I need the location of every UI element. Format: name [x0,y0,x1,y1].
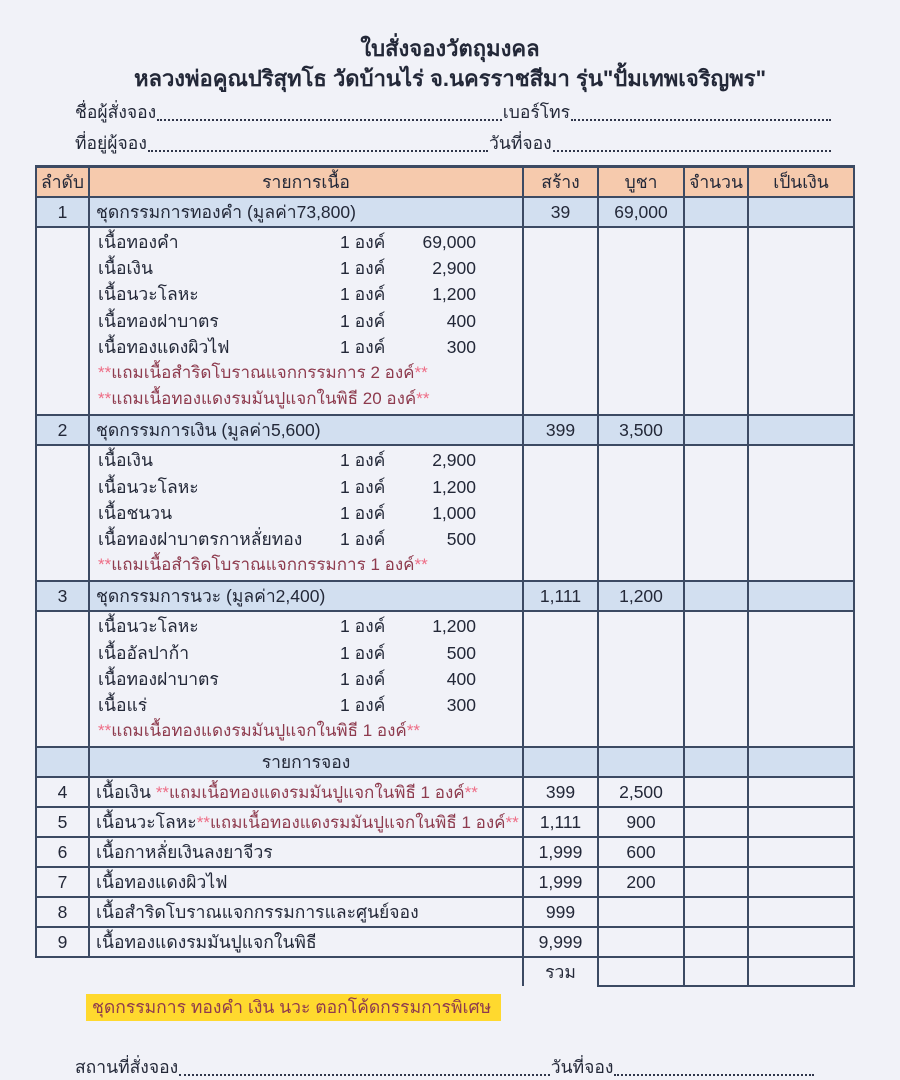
cell-order-no-blank [36,747,89,777]
booking-row [36,867,854,897]
cell-amount [748,837,854,867]
material-qty: 1 องค์ [340,502,386,523]
cell-order-no: 4 [36,777,89,807]
cell-order-no-blank [36,445,89,581]
cell-amount-blank [748,227,854,415]
material-price: 1,200 [432,616,476,637]
booking-row [36,837,854,867]
cell-price: 1,200 [598,581,684,611]
material-qty: 1 องค์ [340,695,386,716]
detail-line [98,334,476,360]
material-qty: 1 องค์ [340,642,386,663]
booking-row [36,927,854,957]
bonus-note-text: แถมเนื้อสำริดโบราณแจกกรรมการ 1 องค์ [111,555,415,575]
material-price: 300 [446,695,476,716]
material-name: เนื้อทองแดงผิวไฟ [98,336,230,357]
note-stars: ** [98,721,112,741]
order-table-head [36,167,854,198]
booking-row [36,807,854,837]
cell-detail-list [89,611,523,747]
order-place-line [75,1053,815,1080]
cell-amount [748,197,854,227]
cell-order-no: 3 [36,581,89,611]
detail-line [98,281,476,307]
material-price: 2,900 [432,258,476,279]
cell-item-name [89,867,523,897]
total-row [36,957,854,986]
material-price: 1,000 [432,502,476,523]
cell-item-name [89,807,523,837]
cell-item-name [89,837,523,867]
booking-row [36,777,854,807]
bonus-note-text: แถมเนื้อทองแดงรมมันปูแจกในพิธี 20 องค์ [111,389,417,409]
order-date-blank [553,150,831,152]
material-price: 1,200 [432,284,476,305]
column-header-1: รายการเนื้อ [89,167,523,198]
material-price: 500 [446,529,476,550]
bonus-note-line [98,360,522,386]
material-name: เนื้อแร่ [98,695,148,716]
cell-price-blank [598,747,684,777]
cell-amount-blank [748,445,854,581]
order-table-body [36,197,854,986]
cell-order-no: 9 [36,927,89,957]
orderer-address-line [75,129,832,156]
material-name: เนื้อเงิน [98,450,153,471]
bonus-note-inline [156,783,478,802]
material-name: เนื้อทองฝาบาตร [98,668,219,689]
item-detail-row [36,227,854,415]
cell-price [598,897,684,927]
cell-price: 2,500 [598,777,684,807]
cell-quantity [684,867,748,897]
material-qty: 1 องค์ [340,336,386,357]
item-name-text: เนื้อสำริดโบราณแจกกรรมการและศูนย์จอง [96,902,419,923]
detail-line [98,229,476,255]
detail-line [98,308,476,334]
note-stars: ** [464,783,478,803]
bonus-note-text: แถมเนื้อทองแดงรมมันปูแจกในพิธี 1 องค์ [111,721,407,741]
order-table [35,165,855,987]
material-qty: 1 องค์ [340,529,386,550]
header-row [36,167,854,198]
note-stars: ** [414,363,428,383]
cell-amount-blank [748,611,854,747]
cell-made-blank [523,747,598,777]
phone-blank [571,119,831,121]
cell-quantity [684,807,748,837]
orderer-name-blank [157,119,502,121]
bonus-note-inline [197,813,519,832]
material-qty: 1 องค์ [340,668,386,689]
cell-quantity [684,777,748,807]
bonus-note-text: แถมเนื้อทองแดงรมมันปูแจกในพิธี 1 องค์ [209,813,506,833]
item-detail-row [36,611,854,747]
material-price: 300 [446,336,476,357]
item-header-row [36,581,854,611]
cell-amount [748,927,854,957]
item-name-text: เนื้อเงิน [96,782,156,803]
material-name: เนื้อทองคำ [98,232,179,252]
detail-line [98,474,476,500]
cell-order-no: 5 [36,807,89,837]
cell-made-blank [523,611,598,747]
cell-made-count: 999 [523,897,598,927]
material-name: เนื้อชนวน [98,502,173,523]
detail-line [98,613,476,639]
note-stars: ** [98,555,112,575]
detail-line [98,255,476,281]
column-header-4: จำนวน [684,167,748,198]
material-name: เนื้อทองฝาบาตร [98,310,219,331]
cell-order-no: 7 [36,867,89,897]
material-price: 500 [446,642,476,663]
item-header-row [36,197,854,227]
material-price: 400 [446,310,476,331]
column-header-0: ลำดับ [36,167,89,198]
material-price: 69,000 [422,232,476,252]
cell-amount [748,415,854,445]
special-code-note-text: ชุดกรรมการ ทองคำ เงิน นวะ ตอกโค้ดกรรมการพิเศษ [92,997,492,1018]
item-header-row [36,415,854,445]
cell-made-count: 9,999 [523,927,598,957]
cell-amount-blank [748,747,854,777]
material-qty: 1 องค์ [340,258,386,279]
cell-quantity-blank [684,445,748,581]
cell-made-count: 1,999 [523,837,598,867]
material-price: 1,200 [432,476,476,497]
material-name: เนื้อนวะโลหะ [98,284,199,305]
bonus-note-line [98,718,522,744]
material-qty: 1 องค์ [340,450,386,471]
orderer-address-blank [148,150,488,152]
cell-price: 600 [598,837,684,867]
cell-detail-list [89,227,523,415]
material-name: เนื้ออัลปาก้า [98,642,190,663]
detail-line [98,526,476,552]
item-name-text: เนื้อนวะโลหะ [96,812,197,833]
material-price: 400 [446,668,476,689]
page-title: ใบสั่งจองวัตถุมงคล [360,36,540,61]
cell-quantity [684,837,748,867]
item-name-text: เนื้อทองแดงผิวไฟ [96,872,228,893]
detail-line [98,447,476,473]
cell-item-name [89,777,523,807]
cell-order-no-blank [36,227,89,415]
cell-made-count: 399 [523,777,598,807]
cell-made-blank [523,445,598,581]
orderer-name-line [75,98,832,125]
booking-section-title: รายการจอง [89,747,523,777]
cell-blank [89,957,523,986]
cell-detail-list [89,445,523,581]
cell-item-name: ชุดกรรมการเงิน (มูลค่า5,600) [89,415,523,445]
cell-price: 900 [598,807,684,837]
bonus-note-line [98,386,522,412]
cell-made-count: 1,111 [523,581,598,611]
cell-order-no-blank [36,611,89,747]
orderer-address-label: ที่อยู่ผู้จอง [75,133,147,153]
cell-order-no: 6 [36,837,89,867]
cell-quantity-blank [684,747,748,777]
material-name: เนื้อนวะโลหะ [98,476,199,497]
detail-line [98,500,476,526]
detail-line [98,666,476,692]
order-place-blank [179,1074,550,1076]
cell-price [598,927,684,957]
material-qty: 1 องค์ [340,310,386,331]
page-subtitle: หลวงพ่อคูณปริสุทโธ วัดบ้านไร่ จ.นครราชสีมา รุ่น"ปั้มเทพเจริญพร" [133,66,767,91]
cell-amount [748,581,854,611]
bonus-note-text: แถมเนื้อสำริดโบราณแจกกรรมการ 2 องค์ [111,363,415,383]
footer-date-blank [614,1074,814,1076]
total-quantity-cell [684,957,748,986]
cell-price-blank [598,227,684,415]
cell-made-count: 1,111 [523,807,598,837]
item-name-text: เนื้อกาหลั่ยเงินลงยาจีวร [96,842,273,863]
cell-price: 3,500 [598,415,684,445]
cell-order-no: 2 [36,415,89,445]
material-qty: 1 องค์ [340,232,386,252]
cell-made-count: 399 [523,415,598,445]
cell-price: 200 [598,867,684,897]
cell-quantity-blank [684,227,748,415]
total-price-cell [598,957,684,986]
cell-quantity [684,197,748,227]
cell-order-no: 8 [36,897,89,927]
material-qty: 1 องค์ [340,476,386,497]
booking-row [36,897,854,927]
cell-quantity [684,415,748,445]
material-name: เนื้อนวะโลหะ [98,616,199,637]
cell-order-no: 1 [36,197,89,227]
detail-line [98,640,476,666]
total-amount-cell [748,957,854,986]
note-stars: ** [406,721,421,741]
column-header-5: เป็นเงิน [748,167,854,198]
material-name: เนื้อทองฝาบาตรกาหลั่ยทอง [98,529,303,550]
cell-quantity-blank [684,611,748,747]
cell-made-count: 1,999 [523,867,598,897]
cell-made-count: 39 [523,197,598,227]
material-name: เนื้อเงิน [98,258,153,279]
material-qty: 1 องค์ [340,284,386,305]
cell-blank [36,957,89,986]
cell-quantity [684,897,748,927]
special-code-note [86,994,501,1021]
note-stars: ** [505,813,519,833]
cell-quantity [684,927,748,957]
cell-item-name: ชุดกรรมการทองคำ (มูลค่า73,800) [89,197,523,227]
material-qty: 1 องค์ [340,616,386,637]
cell-price-blank [598,611,684,747]
cell-amount [748,867,854,897]
cell-price-blank [598,445,684,581]
orderer-name-label: ชื่อผู้สั่งจอง [75,102,157,122]
booking-section-row [36,747,854,777]
cell-made-blank [523,227,598,415]
note-stars: ** [98,389,112,409]
note-stars: ** [414,555,428,575]
note-stars: ** [416,389,430,409]
bonus-note-line [98,552,522,578]
bonus-note-text: แถมเนื้อทองแดงรมมันปูแจกในพิธี 1 องค์ [169,783,465,803]
note-stars: ** [196,813,210,833]
cell-item-name: ชุดกรรมการนวะ (มูลค่า2,400) [89,581,523,611]
total-label: รวม [523,957,598,986]
cell-item-name [89,927,523,957]
cell-amount [748,897,854,927]
item-detail-row [36,445,854,581]
column-header-3: บูชา [598,167,684,198]
item-name-text: เนื้อทองแดงรมมันปูแจกในพิธี [96,932,317,953]
phone-label: เบอร์โทร [502,102,571,122]
cell-quantity [684,581,748,611]
note-stars: ** [155,783,170,803]
cell-price: 69,000 [598,197,684,227]
detail-line [98,692,476,718]
cell-amount [748,807,854,837]
material-price: 2,900 [432,450,476,471]
order-place-label: สถานที่สั่งจอง [75,1057,179,1078]
cell-item-name [89,897,523,927]
column-header-2: สร้าง [523,167,598,198]
cell-amount [748,777,854,807]
footer-date-label: วันที่จอง [550,1057,614,1078]
note-stars: ** [98,363,112,383]
order-date-label: วันที่จอง [489,133,552,153]
